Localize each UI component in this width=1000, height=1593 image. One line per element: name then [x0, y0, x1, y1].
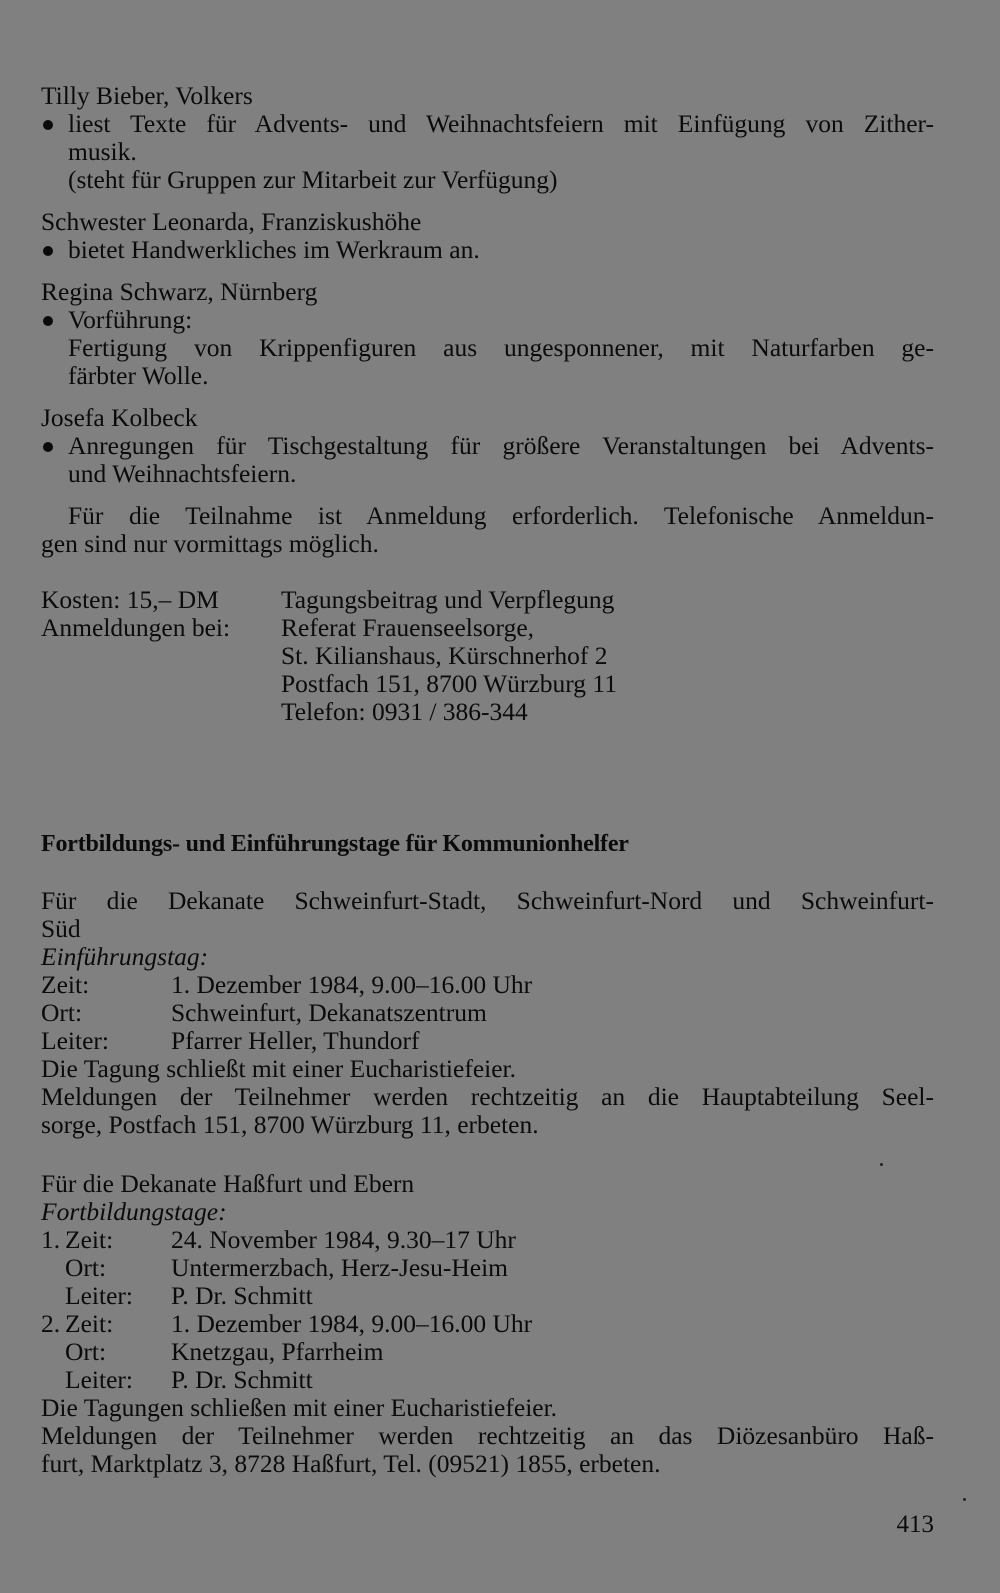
- place-row: Ort: Schweinfurt, Dekanatszentrum: [41, 998, 487, 1027]
- time-row: 1. Zeit: 24. November 1984, 9.30–17 Uhr: [41, 1225, 516, 1254]
- registration-note-cont: furt, Marktplatz 3, 8728 Haßfurt, Tel. (09521) 1855, erbeten.: [41, 1449, 661, 1478]
- bullet-icon: [43, 120, 53, 130]
- cost-row: [41, 586, 934, 614]
- scan-speck: [880, 1163, 883, 1166]
- person-name: Josefa Kolbeck: [41, 403, 198, 432]
- hassfurt-block: [41, 1170, 934, 1478]
- workshop-offers: [41, 82, 934, 726]
- bullet-continuation: (steht für Gruppen zur Mitarbeit zur Verfügung): [68, 165, 558, 194]
- bullet-continuation: färbter Wolle.: [68, 361, 209, 390]
- registration-note-cont: sorge, Postfach 151, 8700 Würzburg 11, erbeten.: [41, 1110, 539, 1139]
- person-name: Schwester Leonarda, Franziskushöhe: [41, 207, 422, 236]
- heading-block: [41, 830, 934, 858]
- deanery-intro: Für die Dekanate Schweinfurt-Stadt, Schweinfurt-Nord und Schweinfurt-: [41, 886, 934, 915]
- cost-label: Kosten: 15,– DM: [41, 585, 219, 614]
- cost-value: Tagungsbeitrag und Verpflegung: [281, 585, 615, 614]
- registration-address-line: Postfach 151, 8700 Würzburg 11: [281, 669, 617, 698]
- deanery-intro: Für die Dekanate Haßfurt und Ebern: [41, 1169, 415, 1198]
- registration-row: [41, 614, 934, 642]
- bullet-item: bietet Handwerkliches im Werkraum an.: [41, 236, 934, 264]
- time-row: Zeit: 1. Dezember 1984, 9.00–16.00 Uhr: [41, 970, 533, 999]
- registration-note: Meldungen der Teilnehmer werden rechtzeitig an die Hauptabteilung Seel-: [41, 1082, 934, 1111]
- bullet-continuation: Fertigung von Krippenfiguren aus ungesponnener, mit Naturfarben ge-: [68, 333, 934, 362]
- closing-note: Die Tagung schließt mit einer Eucharistiefeier.: [41, 1054, 516, 1083]
- person-name: Regina Schwarz, Nürnberg: [41, 277, 318, 306]
- place-row: Ort: Untermerzbach, Herz-Jesu-Heim: [65, 1253, 509, 1282]
- registration-address-line: St. Kilianshaus, Kürschnerhof 2: [281, 641, 608, 670]
- registration-label: Anmeldungen bei:: [41, 613, 231, 642]
- leader-row: Leiter: Pfarrer Heller, Thundorf: [41, 1026, 420, 1055]
- bullet-icon: [43, 316, 53, 326]
- registration-note-cont: gen sind nur vormittags möglich.: [41, 529, 379, 558]
- bullet-icon: [43, 442, 53, 452]
- leader-row: Leiter: P. Dr. Schmitt: [65, 1365, 313, 1394]
- bullet-item: liest Texte für Advents- und Weihnachtsfeiern mit Einfügung von Zither-: [41, 110, 934, 138]
- subheading: Fortbildungstage:: [41, 1197, 227, 1226]
- time-row: 2. Zeit: 1. Dezember 1984, 9.00–16.00 Uhr: [41, 1309, 533, 1338]
- registration-phone: Telefon: 0931 / 386-344: [281, 697, 528, 726]
- schweinfurt-block: [41, 887, 934, 1139]
- subheading: Einführungstag:: [41, 942, 209, 971]
- closing-note: Die Tagungen schließen mit einer Eucharistiefeier.: [41, 1393, 558, 1422]
- bullet-icon: [43, 246, 53, 256]
- leader-row: Leiter: P. Dr. Schmitt: [65, 1281, 313, 1310]
- bullet-continuation: musik.: [68, 137, 137, 166]
- bullet-continuation: und Weihnachtsfeiern.: [68, 459, 297, 488]
- registration-note: Für die Teilnahme ist Anmeldung erforderlich. Telefonische Anmeldun-: [68, 501, 934, 530]
- bullet-item: Anregungen für Tischgestaltung für größere Veranstaltungen bei Advents-: [41, 432, 934, 460]
- registration-address: Referat Frauenseelsorge,: [281, 613, 535, 642]
- person-name: Tilly Bieber, Volkers: [41, 81, 253, 110]
- bullet-item: Vorführung:: [41, 306, 934, 334]
- page-number: 413: [896, 1511, 934, 1538]
- place-row: Ort: Knetzgau, Pfarrheim: [65, 1337, 384, 1366]
- registration-note: Meldungen der Teilnehmer werden rechtzeitig an das Diözesanbüro Haß-: [41, 1421, 934, 1450]
- section-heading: Fortbildungs- und Einführungstage für Kommunionhelfer: [41, 831, 629, 857]
- scan-speck: [963, 1498, 966, 1501]
- deanery-intro-cont: Süd: [41, 914, 81, 943]
